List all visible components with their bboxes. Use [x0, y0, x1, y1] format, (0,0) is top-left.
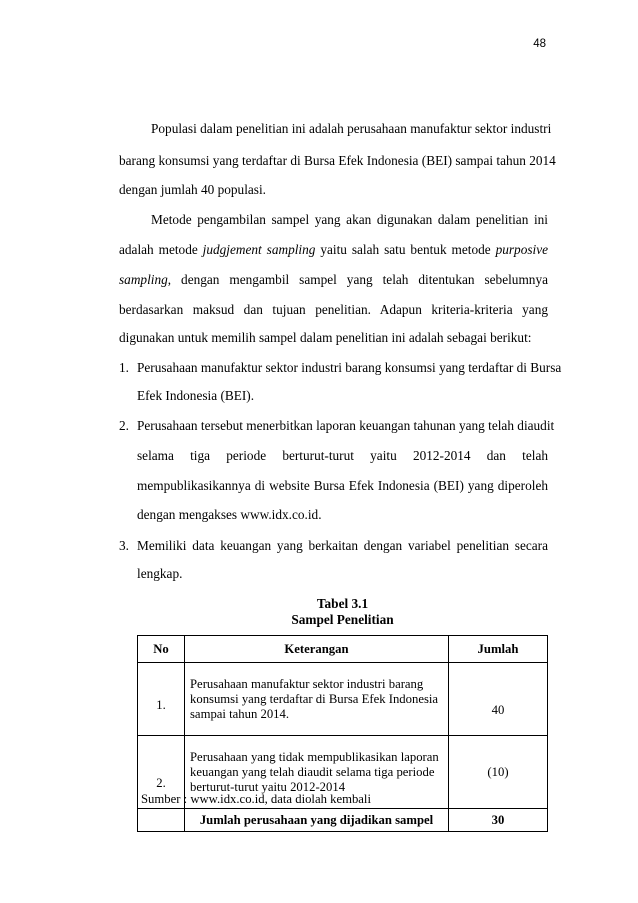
- header-amount: Jumlah: [449, 636, 548, 663]
- list-item-line: Perusahaan tersebut menerbitkan laporan keuangan tahunan yang telah diaudit: [137, 418, 555, 433]
- list-number: 3.: [119, 538, 129, 553]
- list-item-line: Perusahaan manufaktur sektor industri barang konsumsi yang terdaftar di Bursa: [137, 360, 562, 375]
- total-label: Jumlah perusahaan yang dijadikan sampel: [185, 809, 449, 832]
- description-line: Perusahaan yang tidak mempublikasikan laporan: [190, 749, 439, 764]
- table-header-row: [138, 636, 548, 663]
- row-description: [185, 663, 449, 736]
- total-amount: 30: [449, 809, 548, 832]
- description-line: keuangan yang telah diaudit selama tiga periode: [190, 764, 435, 779]
- text-run: , dengan mengambil sampel yang telah ditentukan sebelumnya: [167, 272, 548, 287]
- header-description: Keterangan: [185, 636, 449, 663]
- paragraph-line: [119, 242, 548, 258]
- table-caption-number: Tabel 3.1: [316, 596, 369, 611]
- list-item-line: lengkap.: [137, 566, 183, 581]
- header-no: No: [138, 636, 185, 663]
- text-run: adalah metode: [119, 242, 198, 257]
- table-caption-title: Sampel Penelitian: [291, 612, 394, 627]
- description-line: Perusahaan manufaktur sektor industri barang: [190, 676, 424, 691]
- list-item-line: selama tiga periode berturut-turut yaitu 2012-2014 dan telah: [137, 448, 548, 463]
- list-item-line: Memiliki data keuangan yang berkaitan dengan variabel penelitian secara: [137, 538, 548, 553]
- list-item-line: dengan mengakses www.idx.co.id.: [137, 507, 322, 522]
- row-number: 2.: [138, 736, 185, 809]
- paragraph-line: Populasi dalam penelitian ini adalah perusahaan manufaktur sektor industri: [151, 121, 552, 136]
- italic-term: judgjement sampling: [202, 242, 316, 257]
- paragraph-line: Metode pengambilan sampel yang akan digunakan dalam penelitian ini: [151, 212, 548, 227]
- paragraph-line: digunakan untuk memilih sampel dalam penelitian ini adalah sebagai berikut:: [119, 330, 532, 345]
- paragraph-line: barang konsumsi yang terdaftar di Bursa Efek Indonesia (BEI) sampai tahun 2014: [119, 153, 556, 168]
- text-run: yaitu salah satu bentuk metode: [320, 242, 491, 257]
- paragraph-line: berdasarkan maksud dan tujuan penelitian. Adapun kriteria-kriteria yang: [119, 302, 548, 317]
- row-amount: 40: [449, 663, 548, 736]
- description-line: berturut-turut yaitu 2012-2014: [190, 779, 346, 794]
- row-amount: (10): [449, 736, 548, 809]
- total-empty-cell: [138, 809, 185, 832]
- table-total-row: [138, 809, 548, 832]
- table-source: Sumber : www.idx.co.id, data diolah kembali: [141, 792, 371, 806]
- page-number: 48: [533, 38, 546, 50]
- table-row: [138, 663, 548, 736]
- list-number: 1.: [119, 360, 129, 375]
- italic-term: sampling: [119, 272, 168, 287]
- list-item-line: mempublikasikannya di website Bursa Efek Indonesia (BEI) yang diperoleh: [137, 478, 548, 493]
- description-line: sampai tahun 2014.: [190, 706, 290, 721]
- row-number: 1.: [138, 663, 185, 736]
- paragraph-line: [119, 272, 548, 288]
- list-number: 2.: [119, 418, 129, 433]
- paragraph-line: dengan jumlah 40 populasi.: [119, 182, 266, 197]
- italic-term: purposive: [495, 242, 549, 257]
- list-item-line: Efek Indonesia (BEI).: [137, 388, 255, 403]
- description-line: konsumsi yang terdaftar di Bursa Efek Indonesia: [190, 691, 439, 706]
